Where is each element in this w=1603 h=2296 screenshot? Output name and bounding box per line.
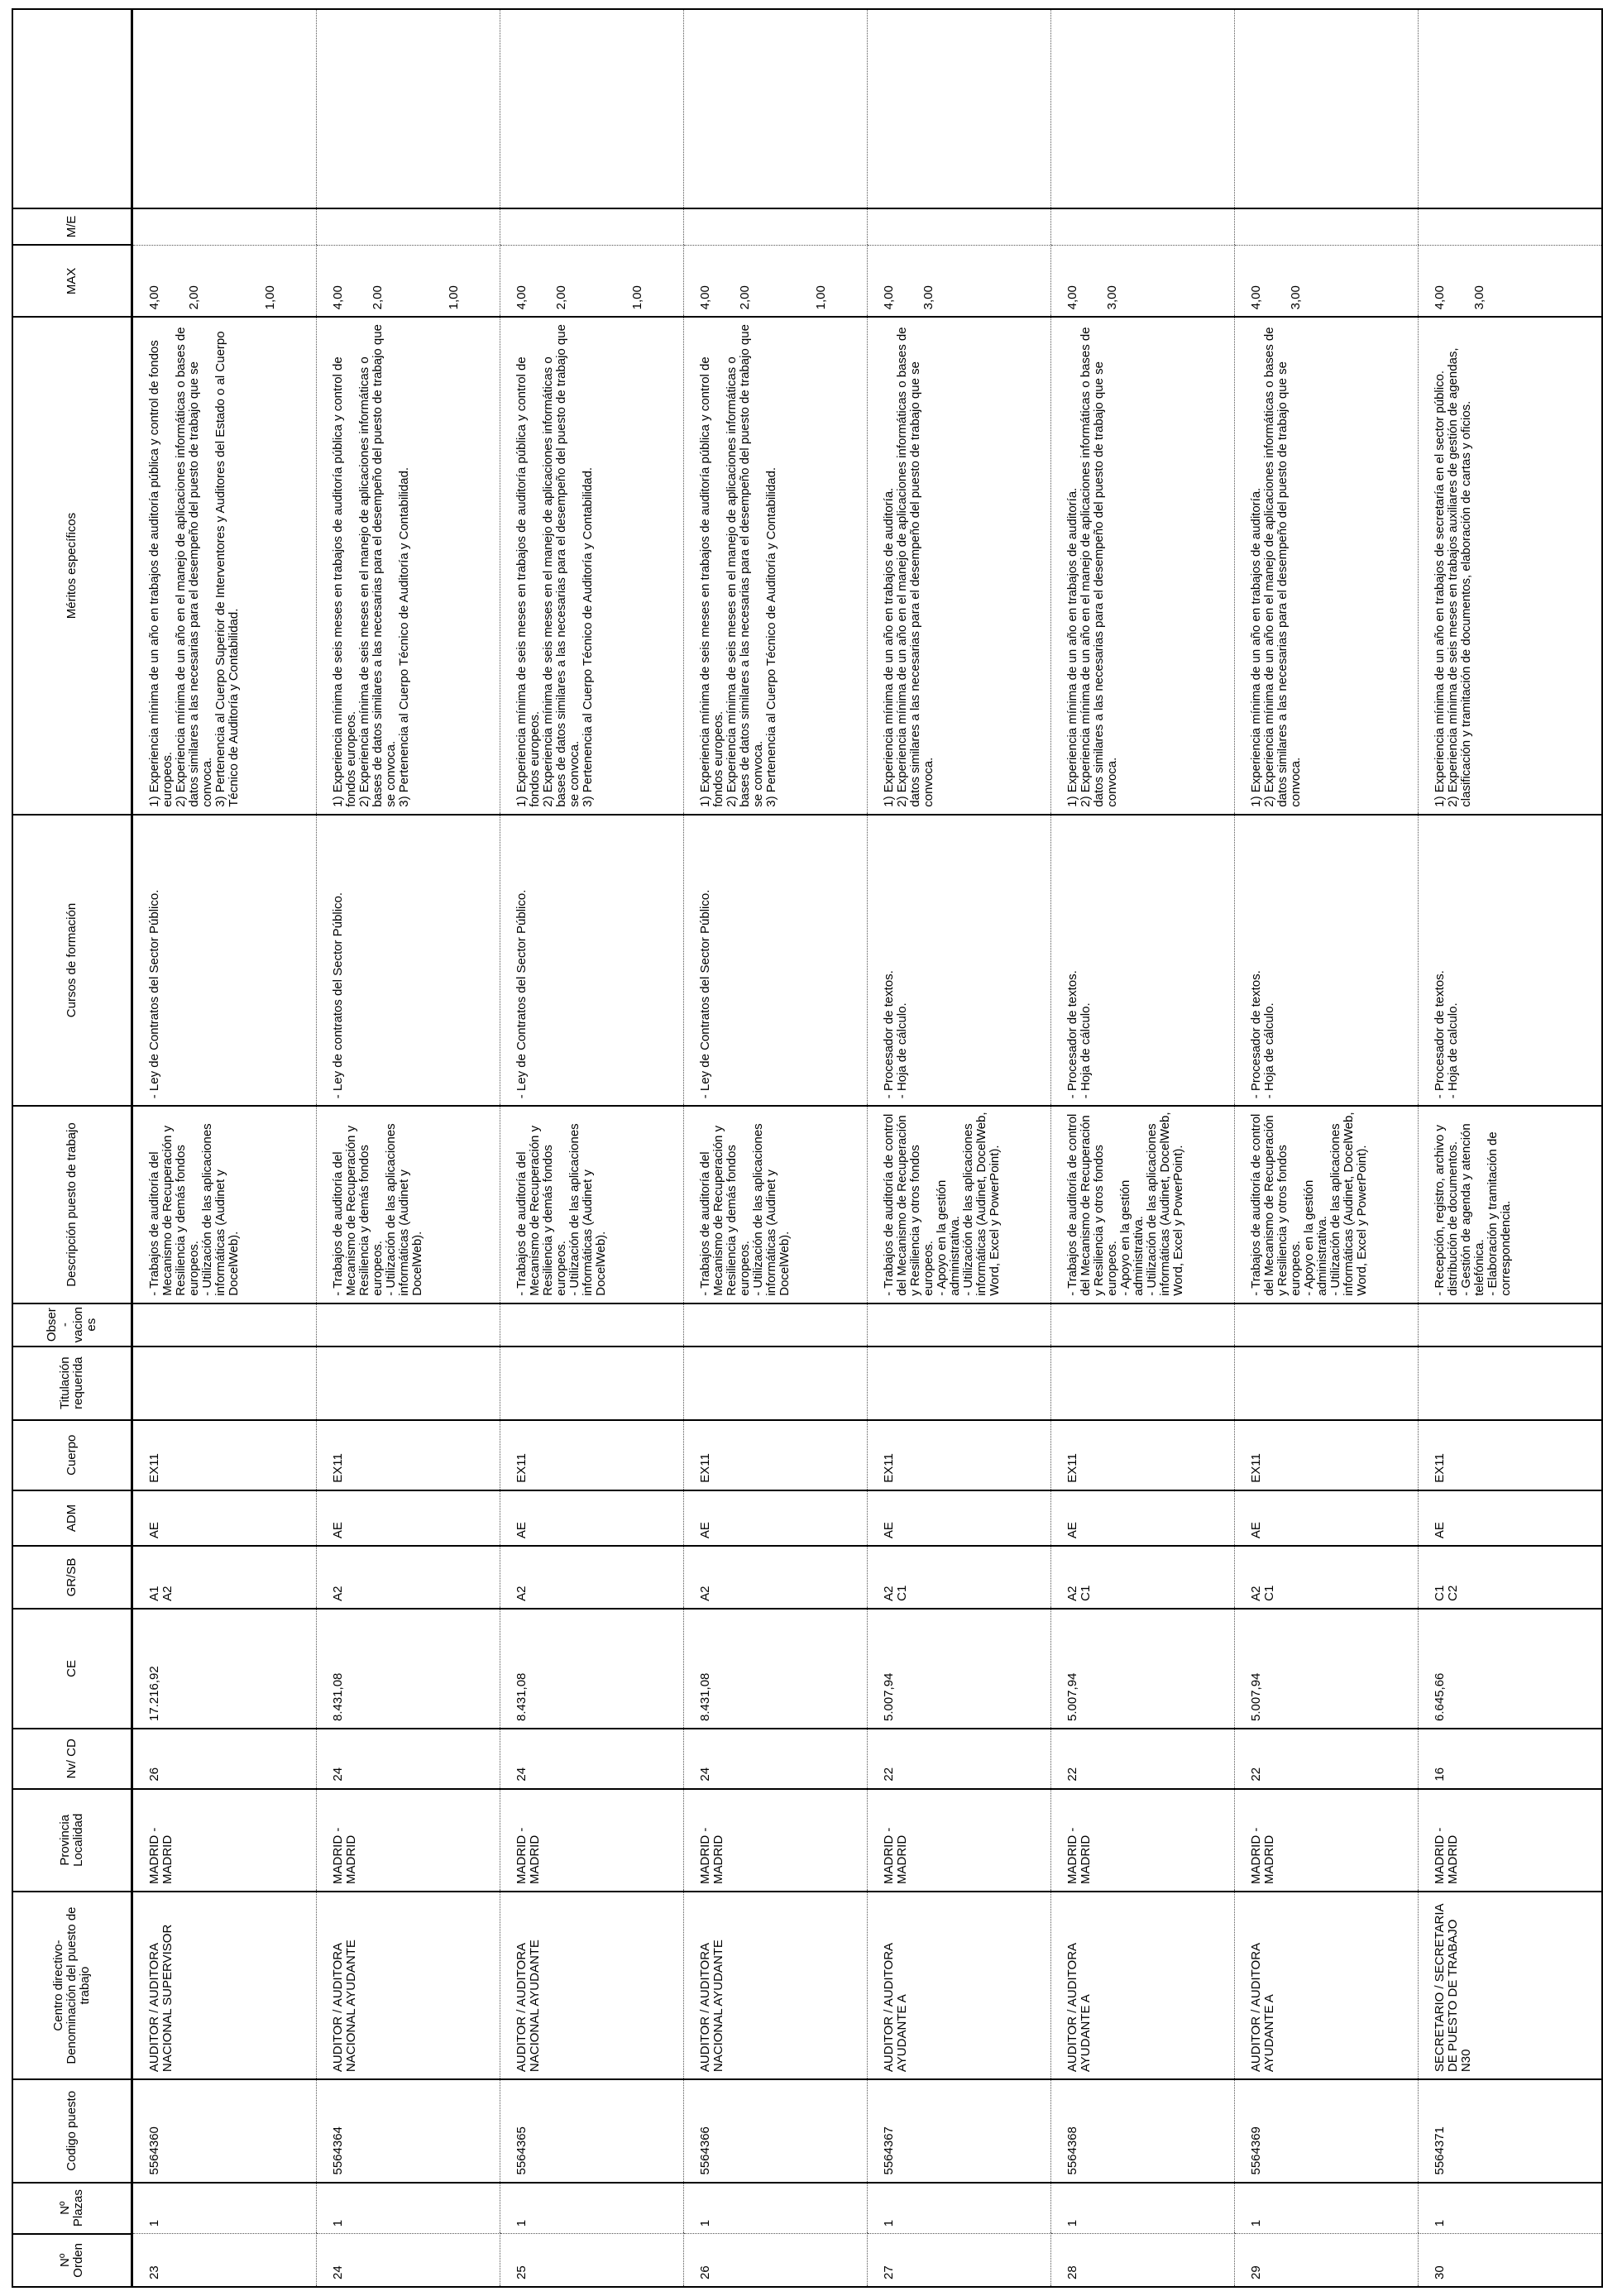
centro-cell: AUDITOR / AUDITORA NACIONAL AYUDANTE bbox=[684, 1892, 868, 2079]
max-cell bbox=[1419, 245, 1603, 317]
descripcion-cell: - Trabajos de auditoría de control del Mecanismo de Recuperación y Resiliencia y otros fondos europeos. - Apoyo en la gestión administrativa. - Utilización de las aplicaciones informáticas (Audinet, DocelWeb, Word, Excel y PowerPoint). bbox=[868, 1106, 1051, 1303]
max-value: 1,00 bbox=[814, 285, 828, 310]
observaciones-cell bbox=[868, 1303, 1051, 1347]
cursos-cell: - Procesador de textos. - Hoja de calculo. bbox=[1419, 815, 1603, 1107]
descripcion-cell: - Trabajos de auditoría de control del Mecanismo de Recuperación y Resiliencia y otros fondos europeos. - Apoyo en la gestión administrativa. - Utilización de las aplicaciones informáticas (Audinet, DocelWeb, Word, Excel y PowerPoint). bbox=[1051, 1106, 1235, 1303]
header-grsb: GR/SB bbox=[12, 1546, 132, 1609]
header-max: MAX bbox=[12, 245, 132, 317]
max-value: 4,00 bbox=[1065, 285, 1079, 310]
header-nivel: Nv/ CD bbox=[12, 1729, 132, 1789]
plazas-cell: 1 bbox=[1051, 2183, 1235, 2234]
adm-cell: AE bbox=[500, 1490, 684, 1546]
plazas-cell: 1 bbox=[132, 2183, 317, 2234]
provincia-cell: MADRID - MADRID bbox=[500, 1789, 684, 1892]
max-cell bbox=[317, 245, 500, 317]
meritos-cell: 1) Experiencia mínima de un año en trabajos de secretaría en el sector público. 2) Experiencia mínima de seis meses en trabajos auxiliares de gestión de agendas, clasificación y tramitación de documentos, elaboración de cartas y oficios. bbox=[1419, 317, 1603, 814]
observaciones-cell bbox=[684, 1303, 868, 1347]
cursos-cell: - Procesador de textos. - Hoja de cálculo. bbox=[1051, 815, 1235, 1107]
cursos-cell: - Ley de Contratos del Sector Público. bbox=[132, 815, 317, 1107]
max-value: 4,00 bbox=[882, 285, 896, 310]
cuerpo-cell: EX11 bbox=[317, 1420, 500, 1490]
header-codigo: Codigo puesto bbox=[12, 2079, 132, 2182]
observaciones-cell bbox=[1051, 1303, 1235, 1347]
descripcion-cell: - Trabajos de auditoría de control del Mecanismo de Recuperación y Resiliencia y otros fondos europeos. - Apoyo en la gestión administrativa. - Utilización de las aplicaciones informáticas (Audinet, DocelWeb, Word, Excel y PowerPoint). bbox=[1235, 1106, 1419, 1303]
titulacion-cell bbox=[684, 1347, 868, 1420]
max-value: 4,00 bbox=[1433, 285, 1447, 310]
header-orden: Nº Orden bbox=[12, 2234, 132, 2287]
plazas-cell: 1 bbox=[1419, 2183, 1603, 2234]
table-row bbox=[500, 9, 684, 2287]
orden-cell: 28 bbox=[1051, 2234, 1235, 2287]
titulacion-cell bbox=[1235, 1347, 1419, 1420]
orden-cell: 25 bbox=[500, 2234, 684, 2287]
adm-cell: AE bbox=[317, 1490, 500, 1546]
cursos-cell: - Procesador de textos. - Hoja de cálculo. bbox=[868, 815, 1051, 1107]
observaciones-cell bbox=[317, 1303, 500, 1347]
ce-cell: 6.645,66 bbox=[1419, 1609, 1603, 1729]
provincia-cell: MADRID - MADRID bbox=[868, 1789, 1051, 1892]
header-centro: Centro directivo- Denominación del puesto de trabajo bbox=[12, 1892, 132, 2079]
table-row bbox=[1235, 9, 1419, 2287]
max-value: 4,00 bbox=[698, 285, 712, 310]
grsb-cell: A2 bbox=[317, 1546, 500, 1609]
titulacion-cell bbox=[500, 1347, 684, 1420]
blank-cell bbox=[317, 9, 500, 208]
cuerpo-cell: EX11 bbox=[868, 1420, 1051, 1490]
codigo-cell: 5564366 bbox=[684, 2079, 868, 2182]
max-value: 3,00 bbox=[1472, 285, 1486, 310]
me-cell bbox=[1419, 208, 1603, 246]
max-value: 1,00 bbox=[447, 285, 461, 310]
header-me: M/E bbox=[12, 208, 132, 246]
max-value: 2,00 bbox=[554, 285, 568, 310]
centro-cell: AUDITOR / AUDITORA AYUDANTE A bbox=[1235, 1892, 1419, 2079]
titulacion-cell bbox=[868, 1347, 1051, 1420]
codigo-cell: 5564367 bbox=[868, 2079, 1051, 2182]
ce-cell: 8.431,08 bbox=[684, 1609, 868, 1729]
max-cell bbox=[1235, 245, 1419, 317]
orden-cell: 23 bbox=[132, 2234, 317, 2287]
table-row bbox=[317, 9, 500, 2287]
cursos-cell: - Ley de Contratos del Sector Público. bbox=[684, 815, 868, 1107]
provincia-cell: MADRID - MADRID bbox=[1235, 1789, 1419, 1892]
titulacion-cell bbox=[1051, 1347, 1235, 1420]
rotated-page bbox=[12, 8, 1513, 2288]
max-value: 1,00 bbox=[630, 285, 644, 310]
me-cell bbox=[1051, 208, 1235, 246]
table-row bbox=[684, 9, 868, 2287]
me-cell bbox=[684, 208, 868, 246]
orden-cell: 24 bbox=[317, 2234, 500, 2287]
adm-cell: AE bbox=[1235, 1490, 1419, 1546]
cuerpo-cell: EX11 bbox=[1051, 1420, 1235, 1490]
header-cuerpo: Cuerpo bbox=[12, 1420, 132, 1490]
nivel-cell: 22 bbox=[1235, 1729, 1419, 1789]
descripcion-cell: - Trabajos de auditoría del Mecanismo de Recuperación y Resiliencia y demás fondos europeos. - Utilización de las aplicaciones informáticas (Audinet y DocelWeb). bbox=[132, 1106, 317, 1303]
max-value: 1,00 bbox=[263, 285, 277, 310]
nivel-cell: 24 bbox=[500, 1729, 684, 1789]
table-row bbox=[1419, 9, 1603, 2287]
ce-cell: 5.007,94 bbox=[1235, 1609, 1419, 1729]
max-value: 4,00 bbox=[147, 285, 161, 310]
grsb-cell: A1 A2 bbox=[132, 1546, 317, 1609]
cursos-cell: - Ley de contratos del Sector Público. bbox=[317, 815, 500, 1107]
table-body bbox=[132, 9, 1603, 2287]
orden-cell: 27 bbox=[868, 2234, 1051, 2287]
observaciones-cell bbox=[1419, 1303, 1603, 1347]
centro-cell: AUDITOR / AUDITORA NACIONAL AYUDANTE bbox=[317, 1892, 500, 2079]
header-observaciones: Obser- vaciones bbox=[12, 1303, 132, 1347]
cuerpo-cell: EX11 bbox=[1235, 1420, 1419, 1490]
plazas-cell: 1 bbox=[684, 2183, 868, 2234]
meritos-cell: 1) Experiencia mínima de un año en trabajos de auditoría. 2) Experiencia mínima de un año en el manejo de aplicaciones informáticas o bases de datos similares a las necesarias para el desempeño del puesto de trabajo que se convoca. bbox=[868, 317, 1051, 814]
max-value: 2,00 bbox=[187, 285, 201, 310]
max-value: 3,00 bbox=[1105, 285, 1119, 310]
nivel-cell: 24 bbox=[317, 1729, 500, 1789]
meritos-cell: 1) Experiencia mínima de seis meses en trabajos de auditoría pública y control de fondos europeos. 2) Experiencia mínima de seis meses en el manejo de aplicaciones informáticas o bases de datos similares a las necesarias para el desempeño del puesto de trabajo que se convoca. 3) Pertenencia al Cuerpo Técnico de Auditoría y Contabilidad. bbox=[500, 317, 684, 814]
max-value: 2,00 bbox=[738, 285, 752, 310]
adm-cell: AE bbox=[868, 1490, 1051, 1546]
provincia-cell: MADRID - MADRID bbox=[684, 1789, 868, 1892]
orden-cell: 30 bbox=[1419, 2234, 1603, 2287]
meritos-cell: 1) Experiencia mínima de un año en trabajos de auditoría pública y control de fondos europeos. 2) Experiencia mínima de un año en el manejo de aplicaciones informáticas o bases de datos similares a las necesarias para el desempeño del puesto de trabajo que se convoca. 3) Pertenencia al Cuerpo Superior de Interventores y Auditores del Estado o al Cuerpo Técnico de Auditoría y Contabilidad. bbox=[132, 317, 317, 814]
observaciones-cell bbox=[500, 1303, 684, 1347]
centro-cell: AUDITOR / AUDITORA NACIONAL AYUDANTE bbox=[500, 1892, 684, 2079]
nivel-cell: 16 bbox=[1419, 1729, 1603, 1789]
centro-cell: AUDITOR / AUDITORA AYUDANTE A bbox=[1051, 1892, 1235, 2079]
blank-cell bbox=[684, 9, 868, 208]
adm-cell: AE bbox=[1419, 1490, 1603, 1546]
max-cell bbox=[500, 245, 684, 317]
blank-cell bbox=[500, 9, 684, 208]
job-positions-table bbox=[12, 8, 1603, 2288]
titulacion-cell bbox=[1419, 1347, 1603, 1420]
nivel-cell: 22 bbox=[868, 1729, 1051, 1789]
max-value: 3,00 bbox=[1289, 285, 1303, 310]
provincia-cell: MADRID - MADRID bbox=[132, 1789, 317, 1892]
provincia-cell: MADRID - MADRID bbox=[317, 1789, 500, 1892]
ce-cell: 5.007,94 bbox=[868, 1609, 1051, 1729]
descripcion-cell: - Trabajos de auditoría del Mecanismo de Recuperación y Resiliencia y demás fondos europeos. - Utilización de las aplicaciones informáticas (Audinet y DocelWeb). bbox=[317, 1106, 500, 1303]
header-titulacion: Titulación requerida bbox=[12, 1347, 132, 1420]
observaciones-cell bbox=[132, 1303, 317, 1347]
grsb-cell: C1 C2 bbox=[1419, 1546, 1603, 1609]
codigo-cell: 5564368 bbox=[1051, 2079, 1235, 2182]
cuerpo-cell: EX11 bbox=[1419, 1420, 1603, 1490]
max-value: 4,00 bbox=[1249, 285, 1263, 310]
max-cell bbox=[132, 245, 317, 317]
nivel-cell: 24 bbox=[684, 1729, 868, 1789]
codigo-cell: 5564371 bbox=[1419, 2079, 1603, 2182]
centro-cell: AUDITOR / AUDITORA AYUDANTE A bbox=[868, 1892, 1051, 2079]
max-cell bbox=[684, 245, 868, 317]
cuerpo-cell: EX11 bbox=[132, 1420, 317, 1490]
blank-cell bbox=[1235, 9, 1419, 208]
plazas-cell: 1 bbox=[1235, 2183, 1419, 2234]
meritos-cell: 1) Experiencia mínima de un año en trabajos de auditoría. 2) Experiencia mínima de un año en el manejo de aplicaciones informáticas o bases de datos similares a las necesarias para el desempeño del puesto de trabajo que se convoca. bbox=[1235, 317, 1419, 814]
orden-cell: 26 bbox=[684, 2234, 868, 2287]
me-cell bbox=[317, 208, 500, 246]
plazas-cell: 1 bbox=[868, 2183, 1051, 2234]
meritos-cell: 1) Experiencia mínima de seis meses en trabajos de auditoría pública y control de fondos europeos. 2) Experiencia mínima de seis meses en el manejo de aplicaciones informáticas o bases de datos similares a las necesarias para el desempeño del puesto de trabajo que se convoca. 3) Pertenencia al Cuerpo Técnico de Auditoría y Contabilidad. bbox=[684, 317, 868, 814]
max-cell bbox=[1051, 245, 1235, 317]
ce-cell: 5.007,94 bbox=[1051, 1609, 1235, 1729]
adm-cell: AE bbox=[684, 1490, 868, 1546]
blank-cell bbox=[132, 9, 317, 208]
me-cell bbox=[868, 208, 1051, 246]
grsb-cell: A2 C1 bbox=[868, 1546, 1051, 1609]
adm-cell: AE bbox=[132, 1490, 317, 1546]
adm-cell: AE bbox=[1051, 1490, 1235, 1546]
orden-cell: 29 bbox=[1235, 2234, 1419, 2287]
max-value: 4,00 bbox=[331, 285, 345, 310]
header-row bbox=[12, 9, 132, 2287]
max-value: 2,00 bbox=[371, 285, 385, 310]
header-plazas: Nº Plazas bbox=[12, 2183, 132, 2234]
ce-cell: 8.431,08 bbox=[317, 1609, 500, 1729]
me-cell bbox=[500, 208, 684, 246]
blank-cell bbox=[1419, 9, 1603, 208]
descripcion-cell: - Recepción, registro, archivo y distribución de documentos. - Gestión de agenda y atención telefónica. - Elaboración y tramitación de correspondencia. bbox=[1419, 1106, 1603, 1303]
me-cell bbox=[132, 208, 317, 246]
blank-cell bbox=[868, 9, 1051, 208]
codigo-cell: 5564364 bbox=[317, 2079, 500, 2182]
meritos-cell: 1) Experiencia mínima de un año en trabajos de auditoría. 2) Experiencia mínima de un año en el manejo de aplicaciones informáticas o bases de datos similares a las necesarias para el desempeño del puesto de trabajo que se convoca. bbox=[1051, 317, 1235, 814]
header-cursos: Cursos de formación bbox=[12, 815, 132, 1107]
titulacion-cell bbox=[132, 1347, 317, 1420]
max-value: 4,00 bbox=[514, 285, 529, 310]
nivel-cell: 26 bbox=[132, 1729, 317, 1789]
grsb-cell: A2 C1 bbox=[1051, 1546, 1235, 1609]
blank-cell bbox=[1051, 9, 1235, 208]
observaciones-cell bbox=[1235, 1303, 1419, 1347]
descripcion-cell: - Trabajos de auditoría del Mecanismo de Recuperación y Resiliencia y demás fondos europeos. - Utilización de las aplicaciones informáticas (Audinet y DocelWeb). bbox=[500, 1106, 684, 1303]
plazas-cell: 1 bbox=[500, 2183, 684, 2234]
me-cell bbox=[1235, 208, 1419, 246]
provincia-cell: MADRID - MADRID bbox=[1419, 1789, 1603, 1892]
header-ce: CE bbox=[12, 1609, 132, 1729]
grsb-cell: A2 bbox=[500, 1546, 684, 1609]
cursos-cell: - Ley de Contratos del Sector Público. bbox=[500, 815, 684, 1107]
titulacion-cell bbox=[317, 1347, 500, 1420]
header-descripcion: Descripción puesto de trabajo bbox=[12, 1106, 132, 1303]
codigo-cell: 5564360 bbox=[132, 2079, 317, 2182]
descripcion-cell: - Trabajos de auditoría del Mecanismo de Recuperación y Resiliencia y demás fondos europeos. - Utilización de las aplicaciones informáticas (Audinet y DocelWeb). bbox=[684, 1106, 868, 1303]
header-provincia: Provincia Localidad bbox=[12, 1789, 132, 1892]
cuerpo-cell: EX11 bbox=[684, 1420, 868, 1490]
grsb-cell: A2 bbox=[684, 1546, 868, 1609]
nivel-cell: 22 bbox=[1051, 1729, 1235, 1789]
meritos-cell: 1) Experiencia mínima de seis meses en trabajos de auditoría pública y control de fondos europeos. 2) Experiencia mínima de seis meses en el manejo de aplicaciones informáticas o bases de datos similares a las necesarias para el desempeño del puesto de trabajo que se convoca. 3) Pertenencia al Cuerpo Técnico de Auditoría y Contabilidad. bbox=[317, 317, 500, 814]
ce-cell: 17.216,92 bbox=[132, 1609, 317, 1729]
cuerpo-cell: EX11 bbox=[500, 1420, 684, 1490]
centro-cell: AUDITOR / AUDITORA NACIONAL SUPERVISOR bbox=[132, 1892, 317, 2079]
header-meritos: Méritos específicos bbox=[12, 317, 132, 814]
header-blank bbox=[12, 9, 132, 208]
table-row bbox=[868, 9, 1051, 2287]
ce-cell: 8.431,08 bbox=[500, 1609, 684, 1729]
max-cell bbox=[868, 245, 1051, 317]
grsb-cell: A2 C1 bbox=[1235, 1546, 1419, 1609]
centro-cell: SECRETARIO / SECRETARIA DE PUESTO DE TRABAJO N30 bbox=[1419, 1892, 1603, 2079]
table-row bbox=[132, 9, 317, 2287]
header-adm: ADM bbox=[12, 1490, 132, 1546]
max-value: 3,00 bbox=[921, 285, 935, 310]
plazas-cell: 1 bbox=[317, 2183, 500, 2234]
codigo-cell: 5564369 bbox=[1235, 2079, 1419, 2182]
table-row bbox=[1051, 9, 1235, 2287]
codigo-cell: 5564365 bbox=[500, 2079, 684, 2182]
cursos-cell: - Procesador de textos. - Hoja de cálculo. bbox=[1235, 815, 1419, 1107]
provincia-cell: MADRID - MADRID bbox=[1051, 1789, 1235, 1892]
